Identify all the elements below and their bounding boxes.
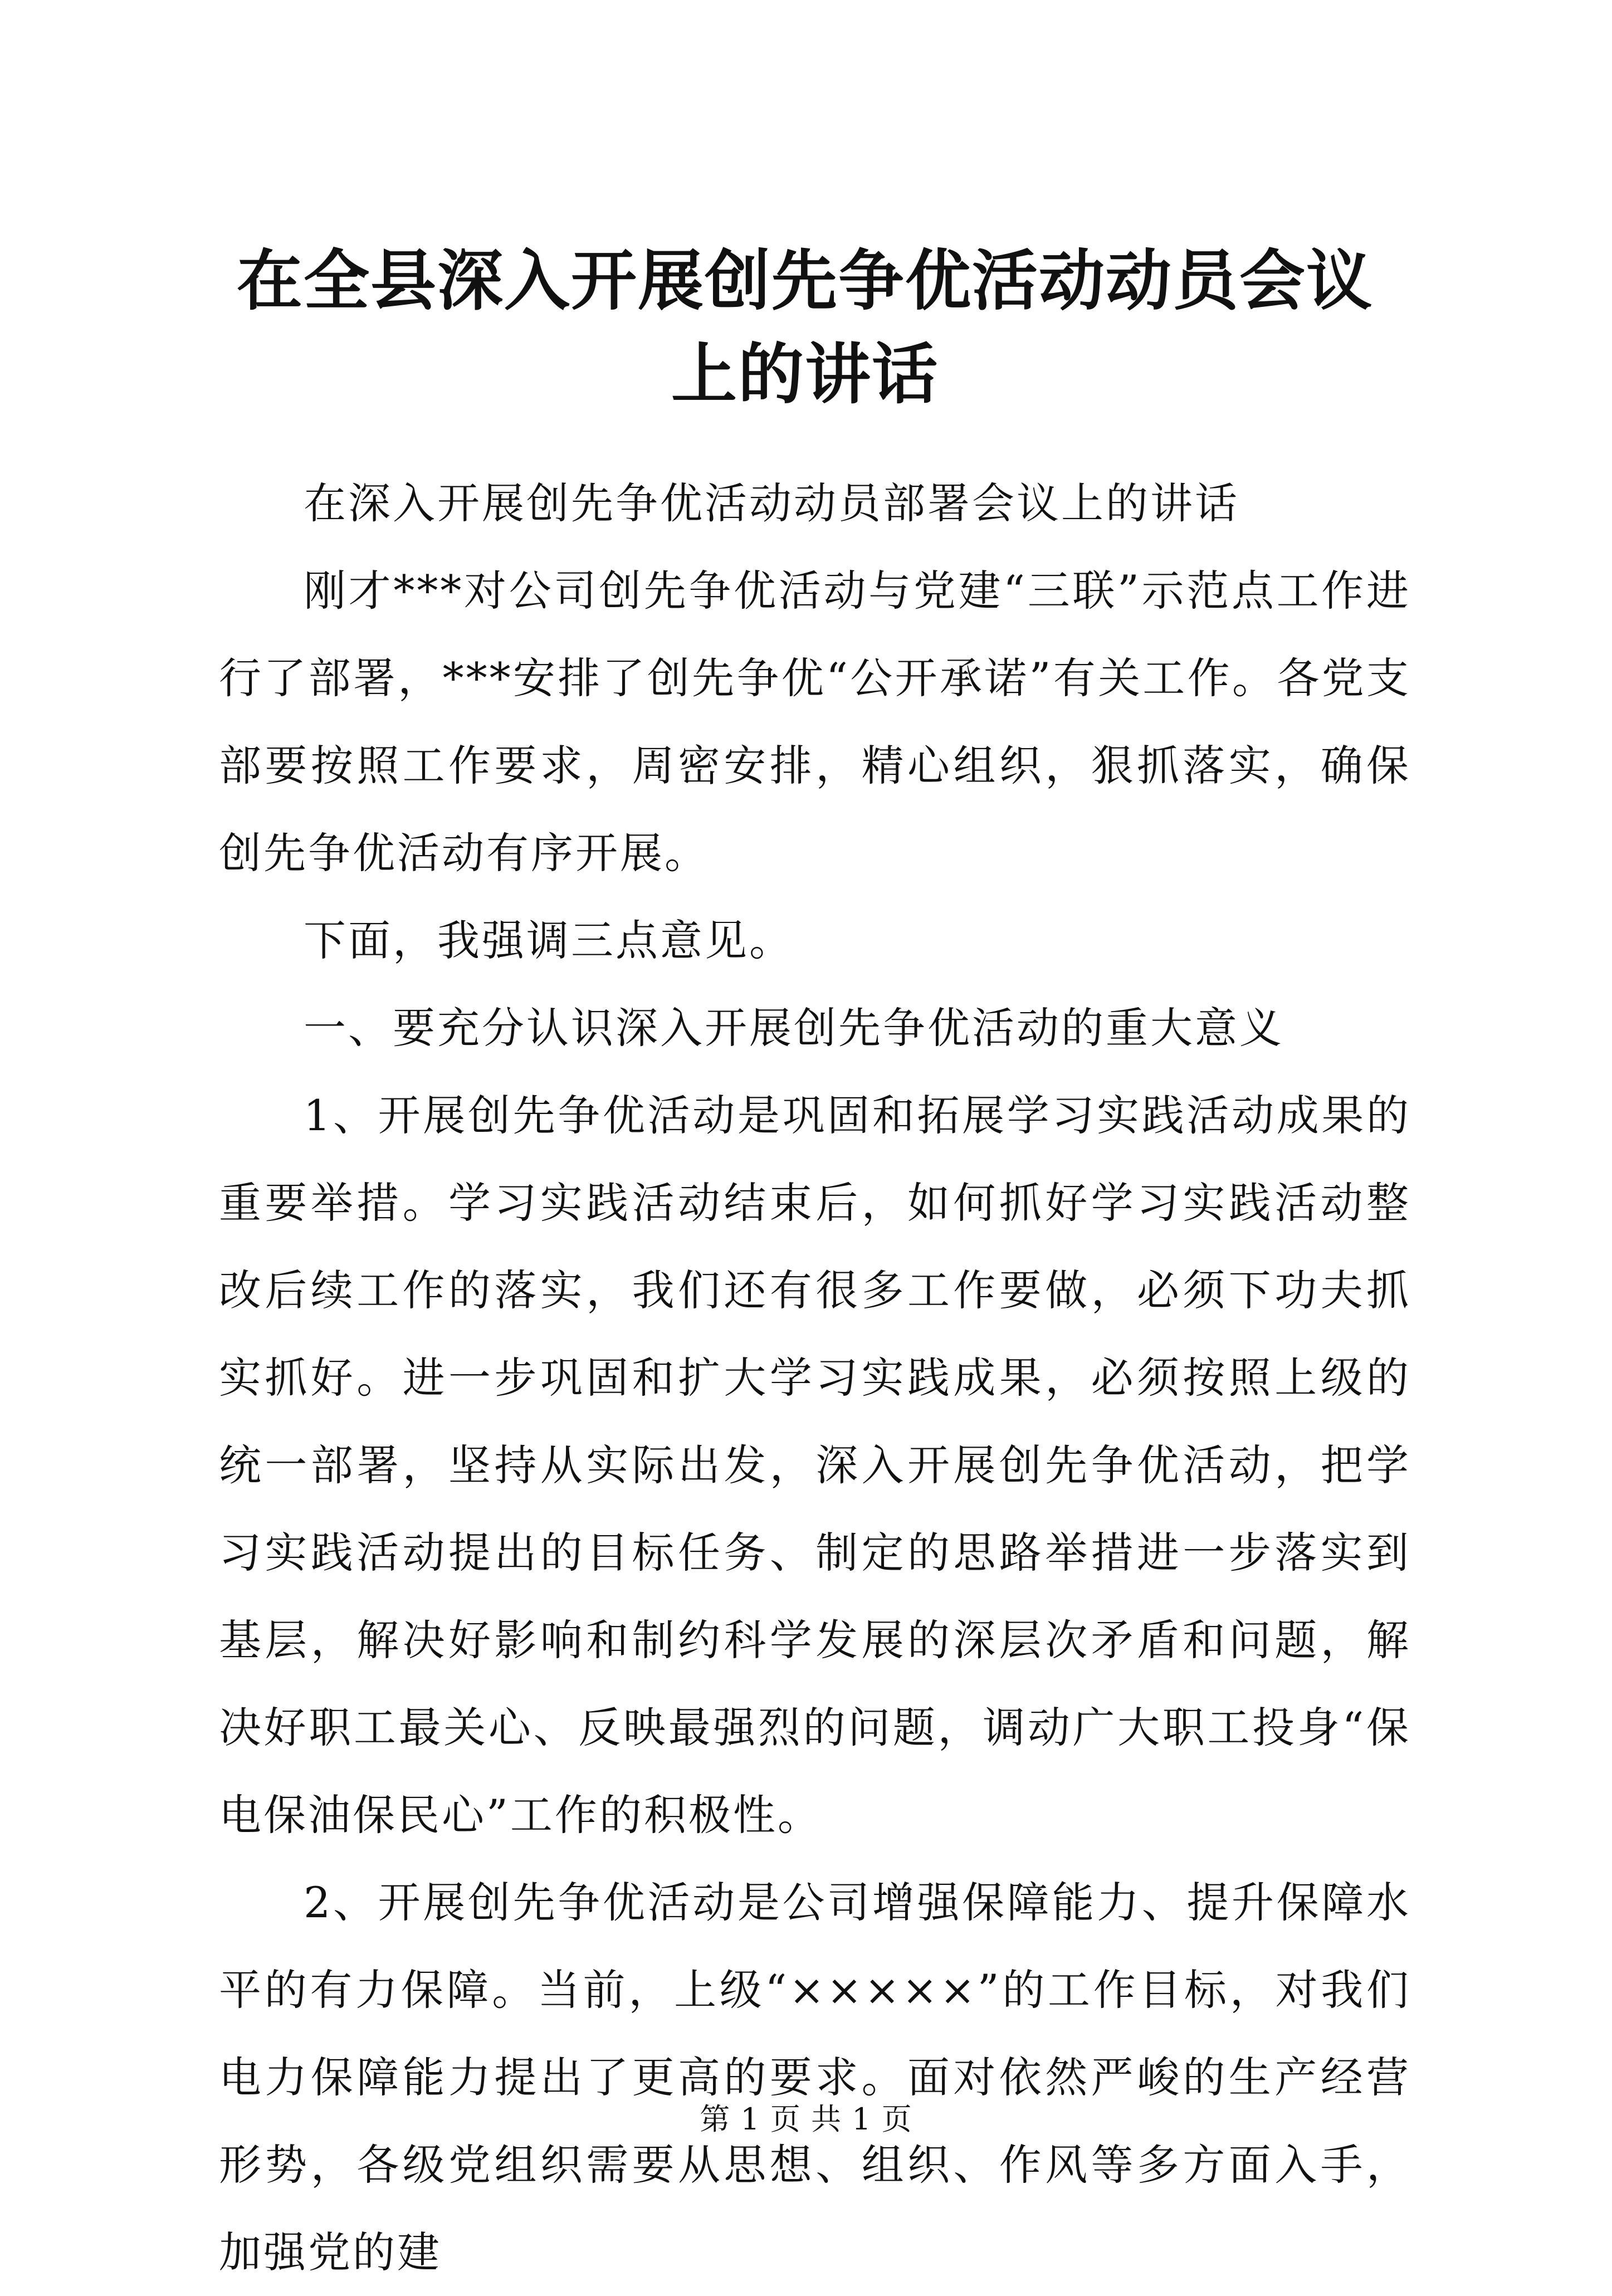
page-footer: 第 1 页 共 1 页 [700, 2102, 912, 2137]
paragraph-transition: 下面，我强调三点意见。 [304, 916, 794, 965]
paragraph-point-1: 1、开展创先争优活动是巩固和拓展学习实践活动成果的重要举措。学习实践活动结束后，如何抓好学习实践活动整改后续工作的落实，我们还有很多工作要做，必须下功夫抓实抓好。进一步巩固和扩大学习实践成果，必须按照上级的统一部署，坚持从实际出发，深入开展创先争优活动，把学习实践活动提出的目标任务、制定的思路举措进一步落实到基层，解决好影响和制约科学发展的深层次矛盾和问题，解决好职工最关心、反映最强烈的问题，调动广大职工投身“保电保油保民心”工作的积极性。 [219, 1091, 1411, 1840]
section-heading-1: 一、要充分认识深入开展创先争优活动的重大意义 [304, 1003, 1284, 1053]
paragraph-intro: 刚才***对公司创先争优活动与党建“三联”示范点工作进行了部署，***安排了创先争优“公开承诺”有关工作。各党支部要按照工作要求，周密安排，精心组织，狠抓落实，确保创先争优活动有序开展。 [219, 566, 1411, 878]
document-title: 在全县深入开展创先争优活动动员会议上的讲话 [236, 242, 1373, 413]
paragraph-subtitle: 在深入开展创先争优活动动员部署会议上的讲话 [304, 478, 1239, 528]
document-body [219, 460, 1411, 2296]
paragraph-point-2: 2、开展创先争优活动是公司增强保障能力、提升保障水平的有力保障。当前，上级“×××××”的工作目标，对我们电力保障能力提出了更高的要求。面对依然严峻的生产经营形势，各级党组织需要从思想、组织、作风等多方面入手，加强党的建 [219, 1878, 1411, 2277]
